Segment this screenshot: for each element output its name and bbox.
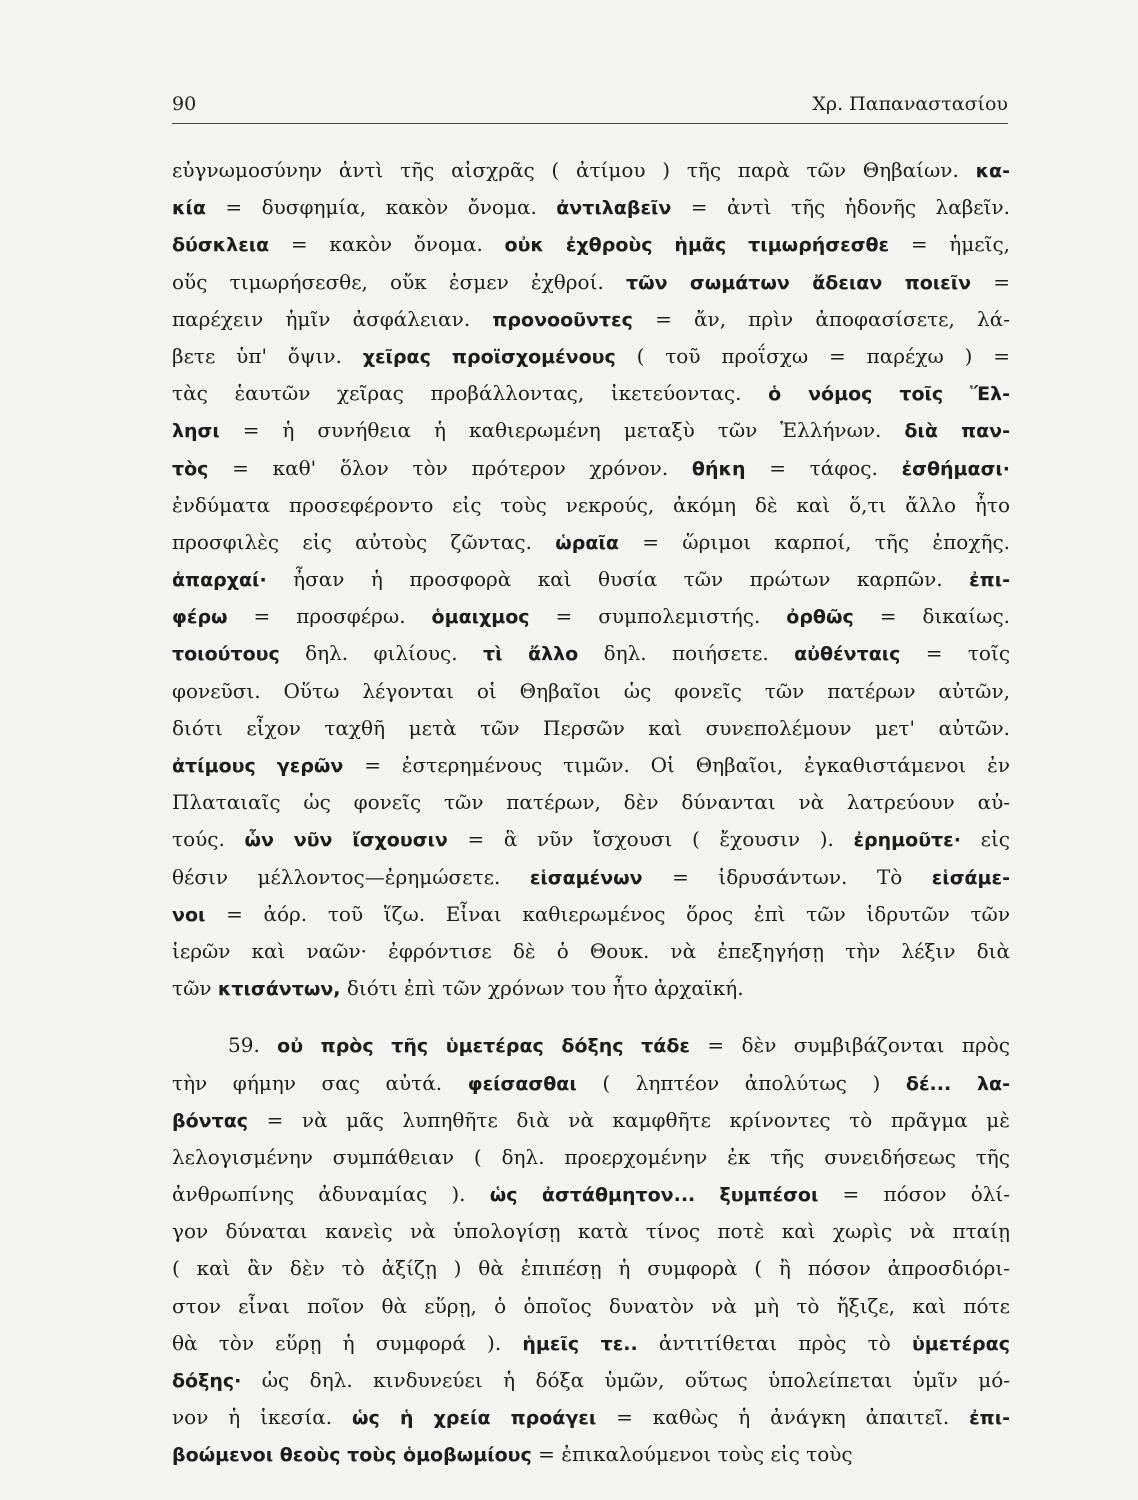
text-run: φονεῦσι. Οὕτω λέγονται οἱ Θηβαῖοι ὡς φονεῖς τῶν πατέρων αὐτῶν,	[172, 678, 1010, 703]
text-line	[172, 338, 1010, 375]
text-run: τὰς ἑαυτῶν χεῖρας προβάλλοντας, ἱκετεύοντας.	[172, 381, 769, 406]
text-run: ἦσαν ἡ προσφορὰ καὶ θυσία τῶν πρώτων καρπῶν.	[266, 567, 970, 592]
page-number: 90	[172, 93, 197, 115]
text-line	[172, 1436, 1010, 1473]
paragraph-59	[172, 1027, 1010, 1473]
lemma-term: κία	[172, 197, 206, 220]
text-run: θὰ τὸν εὕρῃ ἡ συμφορά ).	[172, 1330, 523, 1355]
text-run: στον εἶναι ποῖον θὰ εὕρῃ, ὁ ὁποῖος δυνατὸν νὰ μὴ τὸ ἤξιζε, καὶ πότε	[172, 1293, 1010, 1318]
lemma-term: ὀρθῶς	[786, 606, 854, 629]
lemma-term: χεῖρας προϊσχομένους	[362, 345, 616, 368]
text-run: ἱερῶν καὶ ναῶν· ἐφρόντισε δὲ ὁ Θουκ. νὰ ἐπεξηγήσῃ τὴν λέξιν διὰ	[172, 938, 1010, 963]
lemma-term: προνοοῦντες	[492, 308, 633, 331]
lemma-term: τὸς	[172, 457, 209, 480]
text-run: = τοῖς	[900, 641, 1011, 666]
lemma-term: ὑμετέρας	[911, 1332, 1010, 1355]
text-run: = καθ' ὅλον τὸν πρότερον χρόνον.	[208, 455, 692, 480]
lemma-term: ὁμαιχμος	[431, 606, 530, 629]
text-line	[172, 264, 1010, 301]
text-line	[172, 1176, 1010, 1213]
text-line	[172, 152, 1010, 189]
text-run: νον ἡ ἱκεσία.	[172, 1405, 353, 1430]
text-run: = ἡμεῖς,	[889, 232, 1010, 257]
text-line	[172, 189, 1010, 226]
text-run: ἀντιτίθεται πρὸς τὸ	[637, 1330, 912, 1355]
lemma-term: κα-	[975, 160, 1010, 182]
lemma-term: εἱσαμένων	[529, 866, 643, 889]
text-line	[172, 710, 1010, 747]
lemma-term: δέ... λα-	[905, 1072, 1010, 1095]
text-run: = ἐπικαλούμενοι τοὺς εἰς τοὺς	[531, 1442, 853, 1467]
lemma-term: ἀτίμους γερῶν	[172, 755, 344, 777]
lemma-term: θήκη	[691, 457, 746, 480]
text-line	[172, 301, 1010, 338]
text-line	[172, 1213, 1010, 1250]
text-line	[172, 1288, 1010, 1325]
text-run: Πλαταιαῖς ὡς φονεῖς τῶν πατέρων, δὲν δύνανται νὰ λατρεύουν αὐ-	[172, 790, 1010, 815]
text-run: εἰς	[960, 827, 1010, 852]
lemma-term: ὡραῖα	[555, 531, 619, 554]
text-run: = καθὼς ἡ ἀνάγκη ἀπαιτεῖ.	[596, 1405, 970, 1430]
text-run: δηλ. ποιήσετε.	[578, 641, 795, 666]
text-line	[172, 1250, 1010, 1287]
text-line	[172, 1139, 1010, 1176]
lemma-term: ἐπι-	[969, 569, 1010, 592]
lemma-term: νοι	[172, 903, 206, 926]
lemma-term: ἀντιλαβεῖν	[556, 197, 672, 220]
text-run: δηλ. φιλίους.	[279, 641, 483, 666]
lemma-term: κτισάντων,	[217, 978, 341, 1001]
text-run: εὐγνωμοσύνην ἀντὶ τῆς αἰσχρᾶς ( ἀτίμου ) τῆς παρὰ τῶν Θηβαίων.	[172, 158, 976, 182]
text-line	[172, 821, 1010, 858]
lemma-term: τοιούτους	[172, 643, 280, 666]
text-run: = προσφέρω.	[227, 604, 432, 629]
text-run: ( καὶ ἂν δὲν τὸ ἀξίζῃ ) θὰ ἐπιπέσῃ ἡ συμφορὰ ( ἢ πόσον ἀπροσδιόρι-	[172, 1256, 1010, 1281]
text-line	[172, 1065, 1010, 1102]
text-run: = τάφος.	[745, 455, 902, 480]
text-line	[172, 1325, 1010, 1362]
text-line	[172, 635, 1010, 672]
lemma-term: ἀπαρχαί·	[172, 569, 267, 592]
text-run: ἀνθρωπίνης ἀδυναμίας ).	[172, 1182, 490, 1207]
text-line	[172, 487, 1010, 524]
lemma-term: ὡς ἀστάθμητον...	[489, 1184, 696, 1207]
text-run: =	[971, 269, 1010, 294]
lemma-term: τὶ ἄλλο	[482, 643, 579, 666]
text-run: = συμπολεμιστής.	[529, 604, 787, 629]
text-line	[172, 1399, 1010, 1436]
text-line	[172, 598, 1010, 635]
text-line	[172, 412, 1010, 449]
lemma-term: αὐθένταις	[794, 643, 901, 666]
text-run: = ὥριμοι καρποί, τῆς ἐποχῆς.	[618, 529, 1010, 554]
text-run: = ἄν, πρὶν ἀποφασίσετε, λά-	[632, 306, 1010, 331]
text-run: τὴν φήμην σας αὐτά.	[172, 1070, 468, 1095]
text-line	[172, 561, 1010, 598]
paragraph-commentary	[172, 152, 1010, 1007]
lemma-term: εἱσάμε-	[931, 866, 1010, 889]
text-line	[172, 933, 1010, 970]
text-run: = πόσον ὀλί-	[818, 1182, 1011, 1207]
text-run: = ἡ συνήθεια ἡ καθιερωμένη μεταξὺ τῶν Ἑλλήνων.	[219, 418, 905, 443]
lemma-term: βοώμενοι θεοὺς τοὺς ὁμοβωμίους	[172, 1444, 532, 1467]
lemma-term: δόξης·	[172, 1370, 242, 1392]
text-run: βετε ὑπ' ὄψιν.	[172, 343, 363, 368]
lemma-term: ξυμπέσοι	[719, 1184, 819, 1207]
lemma-term: φέρω	[172, 606, 228, 629]
text-line	[172, 524, 1010, 561]
text-run: = ἀόρ. τοῦ ἵζω. Εἶναι καθιερωμένος ὅρος ἐπὶ τῶν ἱδρυτῶν τῶν	[205, 901, 1010, 926]
text-run: = ἀντὶ τῆς ἡδονῆς λαβεῖν.	[671, 195, 1010, 220]
text-line	[172, 859, 1010, 896]
text-line	[172, 896, 1010, 933]
lemma-term: λησι	[172, 420, 220, 443]
text-run: τῶν	[172, 976, 218, 1001]
lemma-term: οὐ πρὸς τῆς ὑμετέρας δόξης τάδε	[277, 1035, 690, 1058]
text-run: = νὰ μᾶς λυπηθῆτε διὰ νὰ καμφθῆτε κρίνοντες τὸ πρᾶγμα μὲ	[248, 1107, 1010, 1132]
text-line	[172, 673, 1010, 710]
commentary-text	[172, 152, 1010, 1474]
paragraph-gap	[172, 1007, 1010, 1027]
page-header	[172, 93, 1008, 124]
text-run: παρέχειν ἡμῖν ἀσφάλειαν.	[172, 306, 493, 331]
lemma-term: φείσασθαι	[467, 1072, 577, 1095]
lemma-term: ἡμεῖς τε..	[522, 1332, 638, 1355]
text-run: ( τοῦ προΐσχω = παρέχω ) =	[615, 343, 1010, 368]
lemma-term: οὐκ ἐχθροὺς ἡμᾶς τιμωρήσεσθε	[504, 234, 890, 257]
text-run: = δυσφημία, κακὸν ὄνομα.	[205, 195, 557, 220]
lemma-term: ἐπι-	[969, 1407, 1010, 1430]
text-run: τούς.	[172, 827, 245, 852]
text-run: ( ληπτέον ἀπολύτως )	[576, 1070, 906, 1095]
text-run: οὕς τιμωρήσεσθε, οὔκ ἐσμεν ἐχθροί.	[172, 269, 626, 294]
lemma-term: διὰ παν-	[904, 420, 1010, 443]
text-line	[172, 970, 1010, 1007]
text-run: λελογισμένην συμπάθειαν ( δηλ. προερχομένην ἐκ τῆς συνειδήσεως τῆς	[172, 1144, 1010, 1169]
lemma-term: ἐρημοῦτε·	[853, 829, 961, 852]
text-run: ὡς δηλ. κινδυνεύει ἡ δόξα ὑμῶν, οὕτως ὑπολείπεται ὑμῖν μό-	[241, 1368, 1010, 1392]
text-run: = ἃ νῦν ἴσχουσι ( ἔχουσιν ).	[447, 827, 854, 852]
lemma-term: ἐσθήμασι·	[901, 457, 1010, 480]
text-run: = ἐστερημένους τιμῶν. Οἱ Θηβαῖοι, ἐγκαθιστάμενοι ἐν	[343, 753, 1010, 777]
lemma-term: ὧν νῦν ἴσχουσιν	[244, 829, 448, 852]
text-run: = δὲν συμβιβάζονται πρὸς	[689, 1033, 1010, 1058]
text-line	[172, 1027, 1010, 1064]
text-run: προσφιλὲς εἰς αὐτοὺς ζῶντας.	[172, 529, 556, 554]
text-line	[172, 747, 1010, 784]
lemma-term: ὁ νόμος τοῖς Ἕλ-	[768, 383, 1010, 406]
text-run: ἐνδύματα προσεφέροντο εἰς τοὺς νεκρούς, ἀκόμη δὲ καὶ ὅ,τι ἄλλο ἦτο	[172, 492, 1010, 517]
text-run	[695, 1182, 719, 1206]
lemma-term: βόντας	[172, 1109, 249, 1132]
text-run: 59.	[228, 1033, 278, 1058]
text-run: = κακὸν ὄνομα.	[269, 232, 505, 257]
text-run: διότι ἐπὶ τῶν χρόνων του ἦτο ἀρχαϊκή.	[340, 976, 744, 1001]
lemma-term: ὡς ἡ χρεία προάγει	[352, 1407, 597, 1430]
text-run: θέσιν μέλλοντος—ἐρημώσετε.	[172, 864, 530, 889]
text-line	[172, 226, 1010, 263]
text-run: = ἱδρυσάντων. Τὸ	[642, 864, 932, 889]
text-line	[172, 784, 1010, 821]
text-line	[172, 1362, 1010, 1399]
text-line	[172, 450, 1010, 487]
text-line	[172, 1102, 1010, 1139]
lemma-term: τῶν σωμάτων ἄδειαν ποιεῖν	[625, 271, 972, 294]
text-run: διότι εἶχον ταχθῆ μετὰ τῶν Περσῶν καὶ συνεπολέμουν μετ' αὐτῶν.	[172, 715, 1010, 740]
text-run: = δικαίως.	[853, 604, 1010, 629]
text-line	[172, 375, 1010, 412]
lemma-term: δύσκλεια	[172, 234, 270, 257]
text-run: γον δύναται κανεὶς νὰ ὑπολογίσῃ κατὰ τίνος ποτὲ καὶ χωρὶς νὰ πταίῃ	[172, 1219, 1010, 1244]
running-head: Χρ. Παπαναστασίου	[812, 93, 1008, 115]
